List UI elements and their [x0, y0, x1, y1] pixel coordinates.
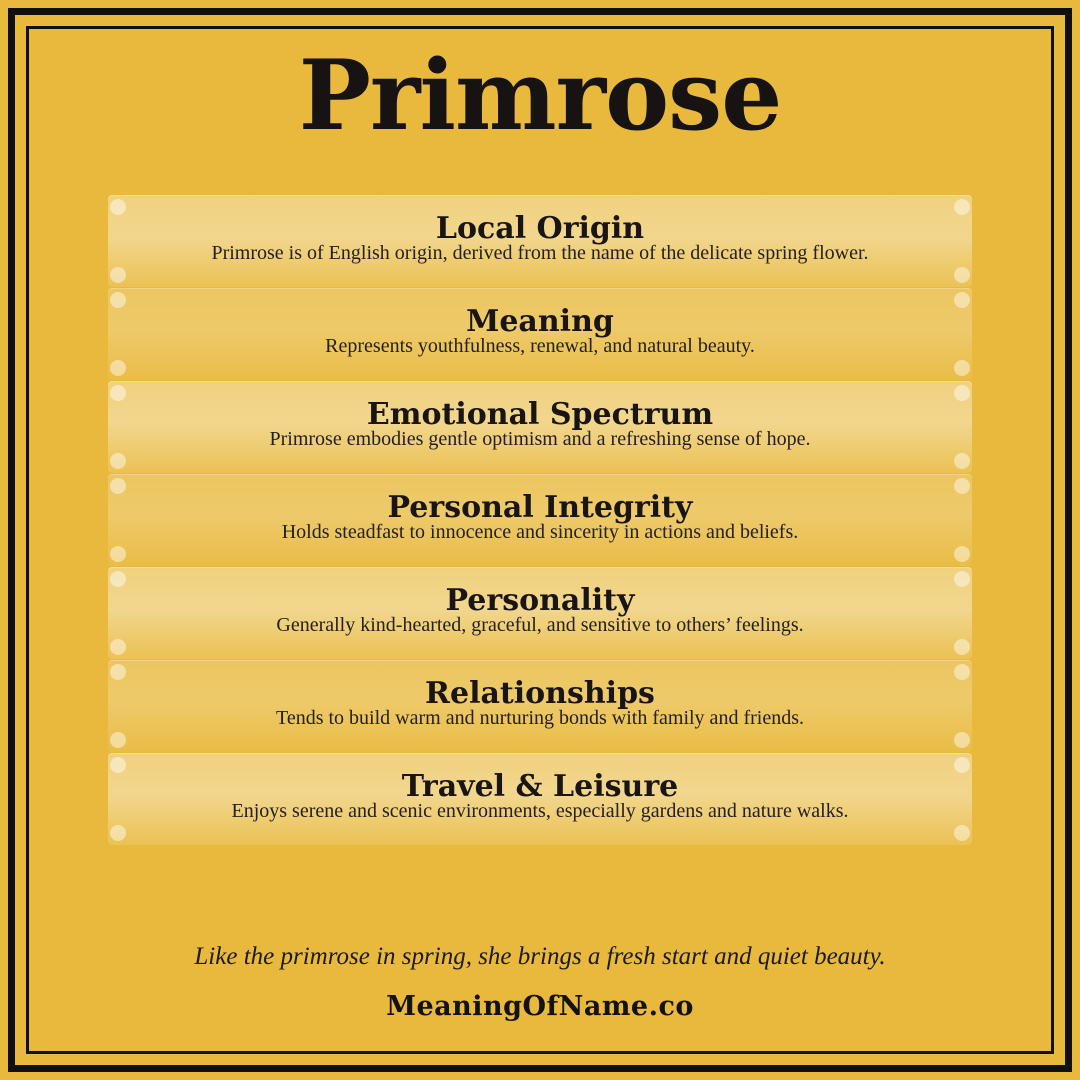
band-nub-icon	[110, 571, 126, 587]
band-nub-icon	[110, 453, 126, 469]
section-text: Primrose is of English origin, derived from the name of the delicate spring flower.	[211, 241, 869, 264]
band-nub-icon	[110, 546, 126, 562]
section-text: Enjoys serene and scenic environments, especially gardens and nature walks.	[231, 799, 849, 822]
section-heading: Personal Integrity	[387, 490, 693, 526]
band-nub-icon	[110, 664, 126, 680]
band-nub-icon	[954, 360, 970, 376]
band-nub-icon	[110, 292, 126, 308]
band-nub-icon	[954, 199, 970, 215]
band-nub-icon	[954, 825, 970, 841]
band-nub-icon	[110, 825, 126, 841]
band-nub-icon	[954, 385, 970, 401]
band-nub-icon	[954, 267, 970, 283]
band-nub-icon	[110, 478, 126, 494]
band-nub-icon	[954, 757, 970, 773]
card-content	[30, 30, 1050, 1050]
page-title: Primrose	[298, 39, 782, 152]
band-nub-icon	[110, 757, 126, 773]
section-heading: Meaning	[466, 304, 614, 340]
section-relationships	[108, 660, 972, 752]
section-text: Generally kind-hearted, graceful, and sensitive to others’ feelings.	[276, 613, 804, 636]
band-nub-icon	[954, 732, 970, 748]
section-text: Represents youthfulness, renewal, and natural beauty.	[325, 334, 755, 357]
section-heading: Personality	[445, 583, 635, 619]
band-nub-icon	[954, 546, 970, 562]
band-nub-icon	[954, 292, 970, 308]
section-text: Tends to build warm and nurturing bonds with family and friends.	[276, 706, 804, 729]
section-meaning	[108, 288, 972, 380]
section-emotional-spectrum	[108, 381, 972, 473]
section-heading: Local Origin	[435, 211, 645, 247]
band-nub-icon	[110, 199, 126, 215]
band-nub-icon	[110, 732, 126, 748]
section-travel-leisure	[108, 753, 972, 845]
band-nub-icon	[954, 453, 970, 469]
section-heading: Relationships	[425, 676, 655, 712]
section-personal-integrity	[108, 474, 972, 566]
band-nub-icon	[110, 267, 126, 283]
section-heading: Travel & Leisure	[401, 769, 679, 805]
card-footer	[108, 943, 972, 1050]
band-nub-icon	[110, 639, 126, 655]
band-nub-icon	[954, 639, 970, 655]
sections-list	[108, 195, 972, 845]
section-heading: Emotional Spectrum	[366, 397, 714, 433]
section-text: Holds steadfast to innocence and sincerity in actions and beliefs.	[281, 520, 799, 543]
band-nub-icon	[954, 571, 970, 587]
tagline: Like the primrose in spring, she brings a fresh start and quiet beauty.	[194, 943, 886, 970]
band-nub-icon	[110, 385, 126, 401]
section-text: Primrose embodies gentle optimism and a refreshing sense of hope.	[269, 427, 811, 450]
section-personality	[108, 567, 972, 659]
brand-name: MeaningOfName.co	[386, 991, 694, 1022]
section-local-origin	[108, 195, 972, 287]
band-nub-icon	[954, 664, 970, 680]
band-nub-icon	[110, 360, 126, 376]
band-nub-icon	[954, 478, 970, 494]
